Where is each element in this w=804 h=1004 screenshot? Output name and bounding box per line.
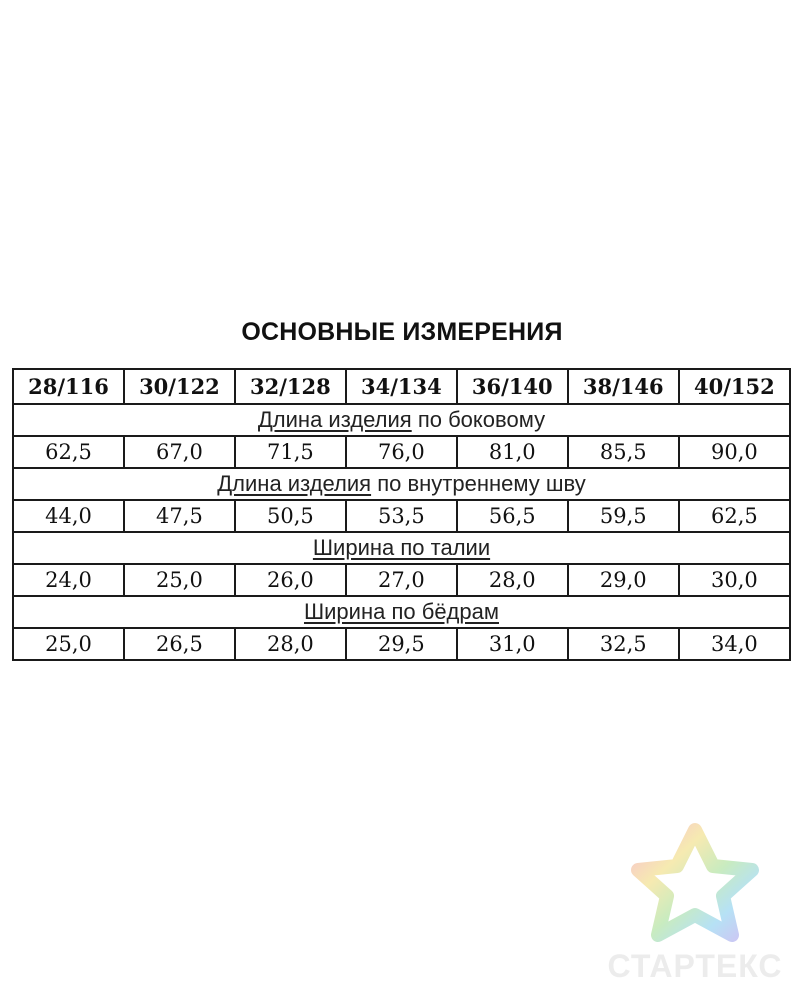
value-cell: 44,0 [13, 500, 124, 532]
value-row [13, 564, 790, 596]
section-label-rest: по внутреннему шву [371, 471, 586, 496]
section-label [13, 404, 790, 436]
size-measurements-table [12, 368, 791, 661]
value-cell: 50,5 [235, 500, 346, 532]
section-label-underlined: Ширина по талии [312, 535, 491, 560]
value-cell: 28,0 [457, 564, 568, 596]
section-header-row [13, 532, 790, 564]
value-cell: 53,5 [346, 500, 457, 532]
section-label-underlined: Длина изделия [217, 471, 372, 496]
section-label [13, 532, 790, 564]
value-cell: 56,5 [457, 500, 568, 532]
value-cell: 24,0 [13, 564, 124, 596]
value-cell: 26,0 [235, 564, 346, 596]
value-cell: 62,5 [679, 500, 790, 532]
value-cell: 29,5 [346, 628, 457, 660]
section-label [13, 468, 790, 500]
size-header-cell: 40/152 [679, 369, 790, 404]
section-header-row [13, 468, 790, 500]
value-cell: 90,0 [679, 436, 790, 468]
section-label [13, 596, 790, 628]
value-cell: 85,5 [568, 436, 679, 468]
startex-watermark [590, 818, 800, 998]
size-header-cell: 34/134 [346, 369, 457, 404]
section-label-underlined: Ширина по бёдрам [303, 599, 499, 624]
value-cell: 32,5 [568, 628, 679, 660]
section-header-row [13, 596, 790, 628]
value-cell: 67,0 [124, 436, 235, 468]
section-header-row [13, 404, 790, 436]
value-cell: 47,5 [124, 500, 235, 532]
value-cell: 59,5 [568, 500, 679, 532]
star-logo-icon [590, 818, 800, 948]
value-cell: 30,0 [679, 564, 790, 596]
size-header-cell: 28/116 [13, 369, 124, 404]
value-cell: 34,0 [679, 628, 790, 660]
section-label-underlined: Длина изделия [257, 407, 412, 432]
value-cell: 25,0 [124, 564, 235, 596]
value-cell: 28,0 [235, 628, 346, 660]
size-header-cell: 38/146 [568, 369, 679, 404]
value-cell: 81,0 [457, 436, 568, 468]
size-header-row [13, 369, 790, 404]
size-header-cell: 30/122 [124, 369, 235, 404]
size-header-cell: 32/128 [235, 369, 346, 404]
value-cell: 27,0 [346, 564, 457, 596]
watermark-text: СТАРТЕКС [607, 948, 783, 984]
value-cell: 76,0 [346, 436, 457, 468]
value-cell: 71,5 [235, 436, 346, 468]
page-title: ОСНОВНЫЕ ИЗМЕРЕНИЯ [241, 318, 563, 346]
value-cell: 25,0 [13, 628, 124, 660]
value-row [13, 436, 790, 468]
value-cell: 31,0 [457, 628, 568, 660]
section-label-rest: по боковому [411, 407, 546, 432]
value-cell: 62,5 [13, 436, 124, 468]
value-cell: 29,0 [568, 564, 679, 596]
value-row [13, 628, 790, 660]
value-row [13, 500, 790, 532]
size-header-cell: 36/140 [457, 369, 568, 404]
value-cell: 26,5 [124, 628, 235, 660]
